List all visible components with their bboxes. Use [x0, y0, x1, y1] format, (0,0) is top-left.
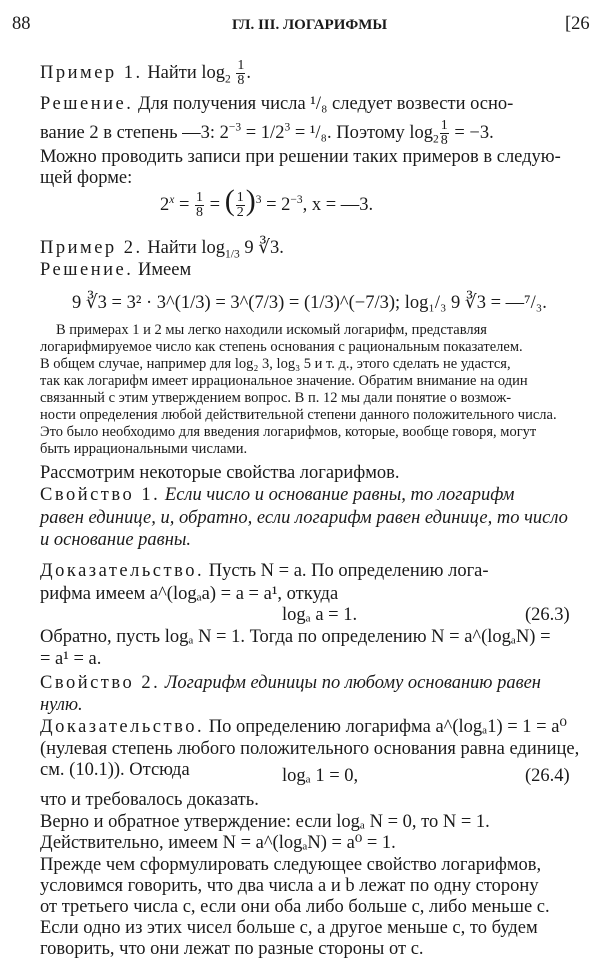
example1-task: Пример 1. Найти $\log_2$ $\frac{1}{8}$ .: [40, 58, 252, 88]
example1-solution-line1: Решение. Для получения числа ¹/₈ следует возвести осно-: [40, 94, 514, 114]
converse2-line2: Действительно, имеем N = a^(logₐN) = a⁰ = 1.: [40, 833, 396, 853]
fraction: $\frac{1}{8}$: [237, 58, 245, 88]
final-line1: Прежде чем сформулировать следующее свойство логарифмов,: [40, 855, 542, 875]
converse1-line2: = a¹ = a.: [40, 649, 102, 669]
small-text-line: Это было необходимо для введения логарифмов, которые, вообще говоря, могут: [40, 424, 537, 440]
small-text-line: быть иррациональными числами.: [40, 441, 248, 457]
example1-solution-line2: вание 2 в степень —3: $2^{-3} = 1/2^3 = ^1/_8$. Поэтому $\log_2$ $\frac{1}{8}$ = −3.: [40, 118, 494, 148]
example2-solution: Решение. Имеем: [40, 260, 192, 280]
small-text-line: так как логарифм имеет иррациональное значение. Обратим внимание на один: [40, 373, 528, 389]
proof1-line2: рифма имеем a^(logₐa) = a = a¹, откуда: [40, 584, 339, 604]
qed-line: что и требовалось доказать.: [40, 790, 259, 810]
proof1-line1: Доказательство. Пусть N = a. По определению лога-: [40, 561, 489, 581]
converse1-line1: Обратно, пусть logₐ N = 1. Тогда по определению N = a^(logₐN) =: [40, 627, 551, 647]
small-text-line: ности определения любой действительной степени данного положительного числа.: [40, 407, 557, 423]
example1-line3: Можно проводить записи при решении таких примеров в следую-: [40, 147, 561, 167]
small-text-line: логарифмируемое число как степень основания с рациональным показателем.: [40, 339, 523, 355]
final-line4: Если одно из этих чисел больше c, а другое меньше c, то будем: [40, 918, 538, 938]
equation-number: (26.4): [525, 766, 570, 786]
property2-line1: Свойство 2. Логарифм единицы по любому основанию равен: [40, 673, 541, 693]
fraction: $\frac{1}{2}$: [236, 190, 244, 221]
example1-line4: щей форме:: [40, 168, 133, 188]
fraction: $\frac{1}{8}$: [196, 190, 204, 221]
property1-line1: Свойство 1. Если число и основание равны, то логарифм: [40, 485, 515, 505]
properties-intro: Рассмотрим некоторые свойства логарифмов.: [40, 463, 400, 483]
property1-line3: и основание равны.: [40, 530, 192, 550]
equation-26-3: logₐ a = 1.: [282, 605, 358, 625]
equation-26-4: logₐ 1 = 0,: [282, 766, 359, 786]
section-number: [26: [565, 14, 590, 34]
small-text-line: В общем случае, например для log₂ 3, log₃ 5 и т. д., этого сделать не удастся,: [40, 356, 511, 372]
example2-task: Пример 2. Найти $\log_{1/3} 9$ ∛3.: [40, 238, 284, 261]
equation-number: (26.3): [525, 605, 570, 625]
fraction: $\frac{1}{8}$: [440, 118, 448, 148]
converse2-line1: Верно и обратное утверждение: если logₐ N = 0, то N = 1.: [40, 812, 490, 832]
final-line3: от третьего числа c, если они оба либо больше c, либо меньше c.: [40, 897, 550, 917]
proof2-line2: (нулевая степень любого положительного основания равна единице,: [40, 739, 580, 759]
proof2-line3: см. (10.1)). Отсюда: [40, 760, 190, 780]
running-header: ГЛ. III. ЛОГАРИФМЫ: [232, 17, 388, 33]
page-number: 88: [12, 14, 31, 34]
property2-line2: нулю.: [40, 695, 83, 715]
small-text-line: связанный с этим утверждением вопрос. В п. 12 мы дали понятие о возмож-: [40, 390, 512, 406]
example2-formula: 9 ∛3 = 3² · 3^(1/3) = 3^(7/3) = (1/3)^(−7/3); log₁/₃ 9 ∛3 = —⁷/₃.: [72, 293, 547, 313]
small-text-line: В примерах 1 и 2 мы легко находили искомый логарифм, представляя: [56, 322, 487, 338]
final-line2: условимся говорить, что два числа a и b лежат по одну сторону: [40, 876, 539, 896]
proof2-line1: Доказательство. По определению логарифма a^(logₐ1) = 1 = a⁰: [40, 717, 567, 737]
final-line5: говорить, что они лежат по разные стороны от c.: [40, 939, 424, 959]
example1-formula: $2^x$ = $\frac{1}{8}$ = ( $\frac{1}{2}$ )$^3 = 2^{-3}$, x = —3.: [160, 184, 374, 221]
property1-line2: равен единице, и, обратно, если логарифм равен единице, то число: [40, 508, 568, 528]
